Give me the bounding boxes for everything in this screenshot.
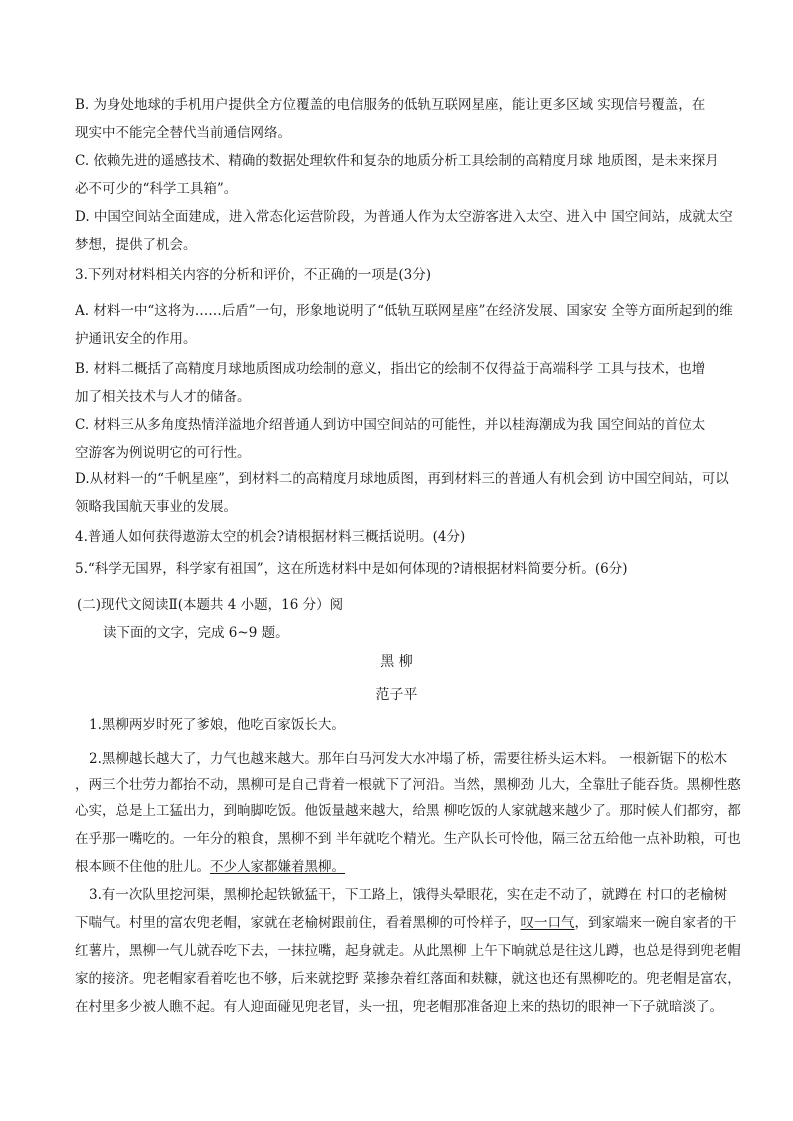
q3-option-d-line-2: 领略我国航天事业的发展。: [75, 499, 237, 515]
option-b-line-1: B. 为身处地球的手机用户提供全方位覆盖的电信服务的低轨互联网星座，能让更多区域 实现信号覆盖，在: [75, 97, 706, 113]
section-2-instruction: 读下面的文字，完成 6~9 题。: [103, 625, 289, 641]
story-p3-line-5: 在村里多少被人瞧不起。有人迎面碰见兜老冒，头一扭，兜老帽那准备迎上来的热切的眼神一下子就暗淡了。: [75, 999, 723, 1015]
underlined-phrase: 不少人家都嫌着黑柳。: [210, 859, 345, 875]
question-4: 4.普通人如何获得遨游太空的机会?请根据材料三概括说明。(4分): [75, 529, 466, 545]
q3-option-b-line-1: B. 材料二概括了高精度月球地质图成功绘制的意义，指出它的绘制不仅得益于高端科学 工具与技术，也增: [75, 361, 706, 377]
q3-option-c-line-2: 空游客为例说明它的可行性。: [75, 445, 251, 461]
story-p2-line-3: 心实，总是上工猛出力，到晌脚吃饭。他饭量越来越大，给黑 柳吃饭的人家就越来越少了。那时候人们都穷，都: [75, 803, 741, 819]
option-c-line-2: 必不可少的“科学工具箱”。: [75, 181, 238, 197]
story-p3-line-2-text-a: 下喘气。村里的富农兜老帽，家就在老榆树跟前住，看着黑柳的可怜样子，: [75, 915, 521, 931]
story-p3-line-1: 3.有一次队里挖河渠，黑柳抡起铁锨猛干，下工路上，饿得头晕眼花，实在走不动了，就蹲在 村口的老榆树: [89, 887, 728, 903]
story-p3-line-3: 红薯片，黑柳一气儿就吞吃下去，一抹拉嘴，起身就走。从此黑柳 上午下晌就总是往这儿蹲，也总是得到兜老帽: [75, 943, 741, 959]
underlined-phrase-2: 叹一口气: [520, 915, 575, 931]
option-d-line-1: D. 中国空间站全面建成，进入常态化运营阶段，为普通人作为太空游客进入太空、进入中 国空间站，成就太空: [75, 209, 733, 225]
story-p2-line-1: 2.黑柳越长越大了，力气也越来越大。那年白马河发大水冲塌了桥，需要往桥头运木料。 一根新锯下的松木: [89, 751, 728, 767]
q3-option-d-line-1: D.从材料一的“千帆星座”，到材料二的高精度月球地质图，再到材料三的普通人有机会到 访中国空间站，可以: [75, 471, 729, 487]
option-b-line-2: 现实中不能完全替代当前通信网络。: [75, 125, 291, 141]
story-p3-line-2-text-b: ，到家端来一碗自家者的干: [574, 915, 737, 931]
story-p2-line-4: 在乎那一嘴吃的。一年分的粮食，黑柳不到 半年就吃个精光。生产队长可怜他，隔三岔五给他一点补助粮，可也: [75, 831, 741, 847]
question-3-stem: 3.下列对材料相关内容的分析和评价，不正确的一项是(3分): [75, 267, 432, 283]
q3-option-c-line-1: C. 材料三从多角度热情洋溢地介绍普通人到访中国空间站的可能性，并以桂海潮成为我 国空间站的首位太: [75, 417, 706, 433]
option-d-line-2: 梦想，提供了机会。: [75, 237, 197, 253]
story-author: 范子平: [375, 687, 418, 703]
q3-option-b-line-2: 加了相关技术与人才的储备。: [75, 389, 251, 405]
story-title: 黑 柳: [380, 654, 413, 670]
story-p2-line-5-text: 根本顾不住他的肚儿。: [75, 859, 210, 875]
section-2-heading: (二)现代文阅读Ⅱ(本题共 4 小题，16 分）阅: [77, 597, 344, 613]
q3-option-a-line-2: 护通讯安全的作用。: [75, 331, 197, 347]
story-p2-line-5: [75, 858, 345, 876]
question-5: 5.“科学无国界，科学家有祖国”，这在所选材料中是如何体现的?请根据材料简要分析。(6分): [75, 561, 628, 577]
story-paragraph-1: 1.黑柳两岁时死了爹娘，他吃百家饭长大。: [89, 717, 345, 733]
q3-option-a-line-1: A. 材料一中“这将为……后盾”一句，形象地说明了“低轨互联网星座”在经济发展、国家安 全等方面所起到的维: [75, 303, 733, 319]
story-p3-line-4: 家的接济。兜老帽家看着吃也不够，后来就挖野 菜掺杂着红落面和麸糠，就这也还有黑柳吃的。兜老帽是富农，: [75, 971, 741, 987]
option-c-line-1: C. 依赖先进的遥感技术、精确的数据处理软件和复杂的地质分析工具绘制的高精度月球 地质图，是未来探月: [75, 153, 719, 169]
story-p3-line-2: [75, 914, 737, 932]
story-p2-line-2: ，两三个壮劳力都抬不动，黑柳可是自己背着一根就下了河沿。当然，黑柳劲 儿大，全靠肚子能吞货。黑柳性憨: [75, 777, 741, 793]
